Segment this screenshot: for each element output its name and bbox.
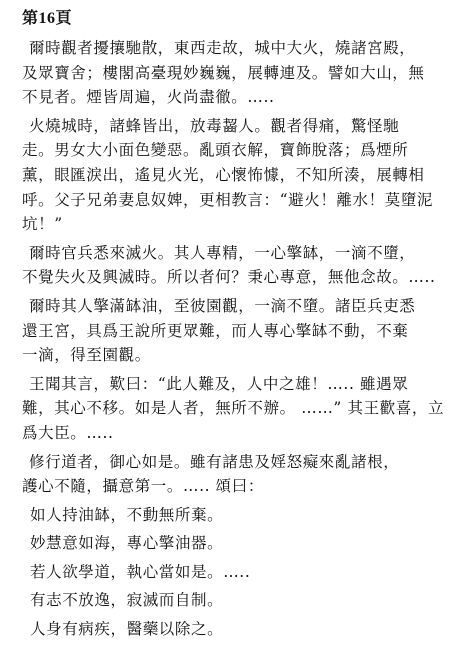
text-line: 火燒城時，諸蜂皆出，放毒齧人。觀者得痛，驚怪馳 — [29, 116, 400, 135]
text-line: 爾時其人擎滿缽油，至彼園觀，一滴不墮。諸臣兵吏悉 — [29, 296, 416, 315]
paragraph-bees-chaos — [22, 114, 434, 237]
text-line: 王聞其言，歎曰：“此人難及，人中之雄！….. 雖遇眾 — [29, 374, 409, 393]
paragraph-soldiers — [22, 241, 436, 290]
text-line: 爲大臣。….. — [22, 423, 114, 442]
verse-line: 有志不放逸，寂滅而自制。 — [30, 591, 224, 610]
paragraph-practice — [22, 450, 424, 499]
text-line: 難，其心不移。如是人者，無所不辦。 ……” 其王歡喜，立 — [22, 399, 445, 418]
page-number-label: 第16頁 — [22, 10, 73, 27]
text-line: 爾時官兵悉來滅火。其人專精，一心擎缽，一滴不墮， — [29, 243, 416, 262]
text-line: 還王宮，具爲王說所更眾難，而人專心擎缽不動，不棄 — [22, 321, 409, 340]
verse-line: 如人持油缽，不動無所棄。 — [30, 505, 224, 524]
text-line: 不見者。煙皆周遍，火尚盡徹。….. — [22, 88, 275, 107]
text-line: 修行道者，御心如是。雖有諸患及婬怒癡來亂諸根， — [29, 452, 400, 471]
paragraph-king-praise — [22, 372, 445, 446]
text-line: 不覺失火及興滅時。所以者何？秉心專意，無他念故。….. — [22, 268, 436, 287]
paragraph-fire-palace — [22, 36, 424, 110]
paragraph-garden — [22, 294, 424, 368]
verse-line: 妙慧意如海，專心擎油器。 — [30, 534, 224, 553]
text-line: 及眾寶舍；樓閣高臺現妙巍巍，展轉連及。譬如大山，無 — [22, 63, 425, 82]
text-line: 走。男女大小面色變惡。亂頭衣解，寶飾脫落；爲煙所 — [22, 141, 409, 160]
verse-line: 人身有病疾，醫藥以除之。 — [30, 620, 224, 639]
text-line: 護心不隨，攝意第一。….. 頌曰： — [22, 477, 264, 496]
text-line: 坑！” — [22, 215, 63, 234]
text-line: 薰，眼匯淚出，遙見火光，心懷怖懅，不知所湊，展轉相 — [22, 165, 425, 184]
text-line: 爾時觀者擾攘馳散，東西走故，城中大火，燒諸宮殿， — [29, 39, 416, 57]
text-line: 一滴，得至園觀。 — [22, 346, 151, 365]
text-line: 呼。父子兄弟妻息奴婢，更相教言：“避火！離水！莫墮泥 — [22, 190, 434, 209]
verse-line: 若人欲學道，執心當如是。….. — [30, 562, 251, 581]
